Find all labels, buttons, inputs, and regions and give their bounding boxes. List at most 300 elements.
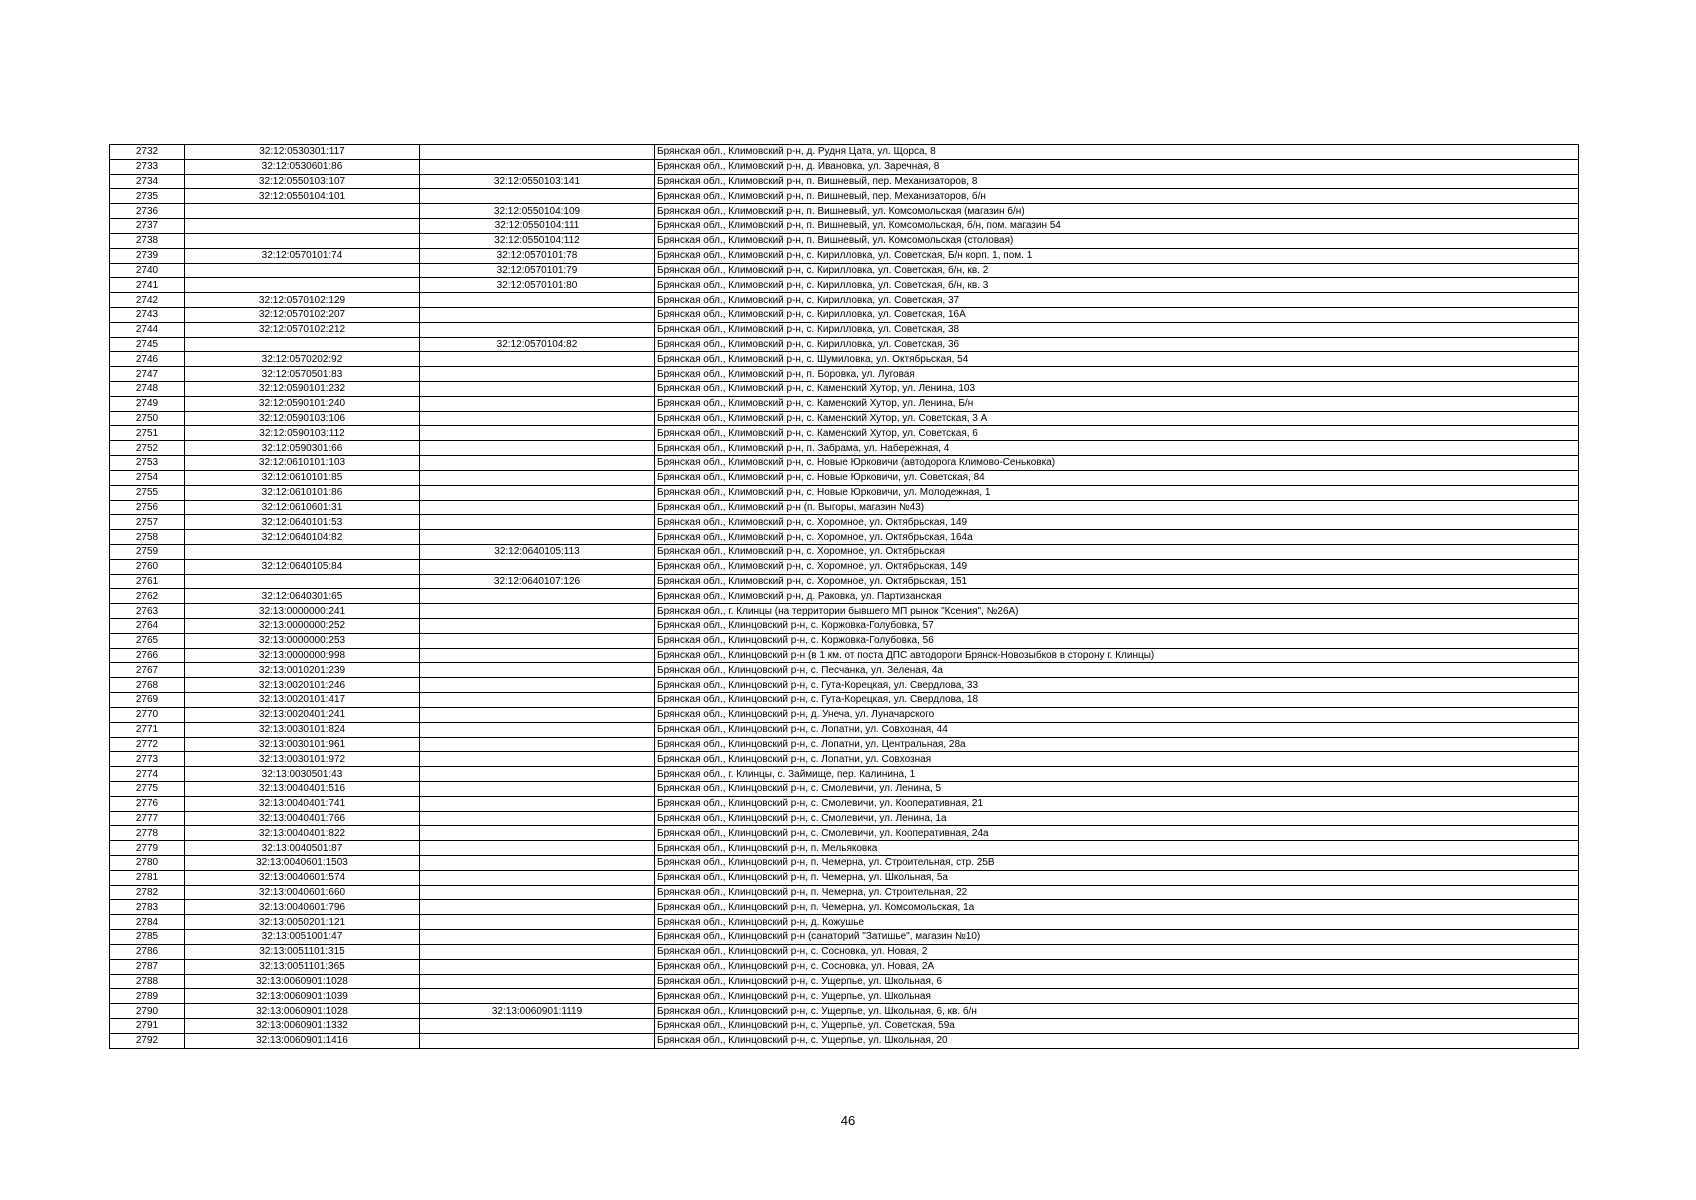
cadastral-number-cell: 32:12:0610101:103 [185, 456, 420, 471]
cadastral-number-cell: 32:12:0570102:129 [185, 293, 420, 308]
premises-cadastral-number-cell [420, 915, 655, 930]
row-number-cell: 2777 [110, 811, 185, 826]
table-row [110, 500, 1579, 515]
premises-cadastral-number-cell [420, 633, 655, 648]
address-cell: Брянская обл., Клинцовский р-н, с. Сосновка, ул. Новая, 2 [655, 944, 1579, 959]
table-row [110, 841, 1579, 856]
address-cell: Брянская обл., Климовский р-н, с. Хоромное, ул. Октябрьская, 149 [655, 559, 1579, 574]
table-row [110, 278, 1579, 293]
cadastral-number-cell: 32:13:0040401:822 [185, 826, 420, 841]
cadastral-number-cell [185, 337, 420, 352]
address-cell: Брянская обл., Клинцовский р-н, с. Смолевичи, ул. Ленина, 5 [655, 781, 1579, 796]
premises-cadastral-number-cell [420, 796, 655, 811]
row-number-cell: 2747 [110, 367, 185, 382]
table-row [110, 515, 1579, 530]
address-cell: Брянская обл., Климовский р-н, с. Шумиловка, ул. Октябрьская, 54 [655, 352, 1579, 367]
cadastral-number-cell: 32:13:0051101:315 [185, 944, 420, 959]
cadastral-number-cell: 32:13:0030101:961 [185, 737, 420, 752]
table-row [110, 752, 1579, 767]
table-row [110, 678, 1579, 693]
premises-cadastral-number-cell [420, 693, 655, 708]
premises-cadastral-number-cell [420, 885, 655, 900]
row-number-cell: 2775 [110, 781, 185, 796]
row-number-cell: 2780 [110, 856, 185, 871]
cadastral-number-cell: 32:12:0590103:106 [185, 411, 420, 426]
premises-cadastral-number-cell: 32:12:0640107:126 [420, 574, 655, 589]
address-cell: Брянская обл., Клинцовский р-н, с. Ущерпье, ул. Школьная, 6 [655, 974, 1579, 989]
page-number: 46 [840, 1113, 856, 1128]
table-row [110, 485, 1579, 500]
address-cell: Брянская обл., Климовский р-н, п. Вишневый, пер. Механизаторов, б/н [655, 189, 1579, 204]
cadastral-number-cell [185, 278, 420, 293]
address-cell: Брянская обл., г. Клинцы (на территории бывшего МП рынок "Ксения", №26А) [655, 604, 1579, 619]
table-row [110, 915, 1579, 930]
table-row [110, 574, 1579, 589]
cadastral-number-cell: 32:13:0040601:660 [185, 885, 420, 900]
address-cell: Брянская обл., Климовский р-н, с. Кирилловка, ул. Советская, 37 [655, 293, 1579, 308]
address-cell: Брянская обл., Клинцовский р-н, п. Чемерна, ул. Школьная, 5а [655, 870, 1579, 885]
registry-table-body [110, 145, 1579, 1049]
cadastral-number-cell [185, 233, 420, 248]
cadastral-number-cell: 32:13:0030101:824 [185, 722, 420, 737]
address-cell: Брянская обл., Климовский р-н, д. Раковка, ул. Партизанская [655, 589, 1579, 604]
address-cell: Брянская обл., Клинцовский р-н, с. Песчанка, ул. Зеленая, 4а [655, 663, 1579, 678]
address-cell: Брянская обл., Клинцовский р-н, с. Ущерпье, ул. Советская, 59а [655, 1018, 1579, 1033]
premises-cadastral-number-cell [420, 974, 655, 989]
premises-cadastral-number-cell [420, 352, 655, 367]
table-row [110, 796, 1579, 811]
cadastral-number-cell: 32:12:0550103:107 [185, 174, 420, 189]
address-cell: Брянская обл., Климовский р-н, п. Боровка, ул. Луговая [655, 367, 1579, 382]
address-cell: Брянская обл., Климовский р-н, с. Кирилловка, ул. Советская, 38 [655, 322, 1579, 337]
premises-cadastral-number-cell [420, 678, 655, 693]
table-row [110, 693, 1579, 708]
address-cell: Брянская обл., Климовский р-н, с. Кирилловка, ул. Советская, б/н, кв. 3 [655, 278, 1579, 293]
row-number-cell: 2767 [110, 663, 185, 678]
table-row [110, 233, 1579, 248]
premises-cadastral-number-cell [420, 604, 655, 619]
row-number-cell: 2759 [110, 544, 185, 559]
premises-cadastral-number-cell [420, 900, 655, 915]
cadastral-number-cell: 32:12:0570101:74 [185, 248, 420, 263]
premises-cadastral-number-cell [420, 145, 655, 160]
cadastral-number-cell: 32:13:0040401:516 [185, 781, 420, 796]
row-number-cell: 2756 [110, 500, 185, 515]
premises-cadastral-number-cell: 32:12:0570101:79 [420, 263, 655, 278]
table-row [110, 944, 1579, 959]
row-number-cell: 2792 [110, 1033, 185, 1048]
address-cell: Брянская обл., Климовский р-н, с. Хоромное, ул. Октябрьская, 151 [655, 574, 1579, 589]
cadastral-number-cell: 32:13:0020101:246 [185, 678, 420, 693]
cadastral-number-cell: 32:13:0060901:1028 [185, 974, 420, 989]
row-number-cell: 2733 [110, 159, 185, 174]
premises-cadastral-number-cell [420, 856, 655, 871]
table-row [110, 826, 1579, 841]
table-row [110, 145, 1579, 160]
cadastral-number-cell: 32:12:0610101:86 [185, 485, 420, 500]
row-number-cell: 2738 [110, 233, 185, 248]
premises-cadastral-number-cell [420, 619, 655, 634]
table-row [110, 396, 1579, 411]
cadastral-number-cell: 32:12:0530301:117 [185, 145, 420, 160]
cadastral-number-cell [185, 574, 420, 589]
cadastral-number-cell [185, 204, 420, 219]
row-number-cell: 2749 [110, 396, 185, 411]
premises-cadastral-number-cell [420, 752, 655, 767]
cadastral-number-cell: 32:12:0640105:84 [185, 559, 420, 574]
cadastral-number-cell: 32:12:0530601:86 [185, 159, 420, 174]
premises-cadastral-number-cell [420, 441, 655, 456]
cadastral-number-cell: 32:13:0040601:796 [185, 900, 420, 915]
row-number-cell: 2774 [110, 767, 185, 782]
address-cell: Брянская обл., Климовский р-н, с. Каменский Хутор, ул. Советская, 6 [655, 426, 1579, 441]
premises-cadastral-number-cell [420, 722, 655, 737]
cadastral-number-cell: 32:12:0610601:31 [185, 500, 420, 515]
table-row [110, 426, 1579, 441]
address-cell: Брянская обл., Климовский р-н, с. Кирилловка, ул. Советская, 16А [655, 307, 1579, 322]
row-number-cell: 2736 [110, 204, 185, 219]
premises-cadastral-number-cell [420, 870, 655, 885]
table-row [110, 707, 1579, 722]
address-cell: Брянская обл., Климовский р-н, д. Ивановка, ул. Заречная, 8 [655, 159, 1579, 174]
premises-cadastral-number-cell [420, 989, 655, 1004]
premises-cadastral-number-cell [420, 737, 655, 752]
premises-cadastral-number-cell: 32:12:0550103:141 [420, 174, 655, 189]
premises-cadastral-number-cell: 32:12:0570101:80 [420, 278, 655, 293]
row-number-cell: 2758 [110, 530, 185, 545]
address-cell: Брянская обл., Клинцовский р-н, с. Смолевичи, ул. Кооперативная, 24а [655, 826, 1579, 841]
premises-cadastral-number-cell [420, 307, 655, 322]
table-row [110, 248, 1579, 263]
cadastral-number-cell: 32:13:0040401:766 [185, 811, 420, 826]
row-number-cell: 2786 [110, 944, 185, 959]
row-number-cell: 2744 [110, 322, 185, 337]
premises-cadastral-number-cell [420, 589, 655, 604]
cadastral-number-cell: 32:12:0590301:66 [185, 441, 420, 456]
address-cell: Брянская обл., Клинцовский р-н, с. Ущерпье, ул. Школьная, 6, кв. б/н [655, 1004, 1579, 1019]
address-cell: Брянская обл., Климовский р-н, п. Вишневый, ул. Комсомольская, б/н, пом. магазин 54 [655, 219, 1579, 234]
address-cell: Брянская обл., Клинцовский р-н, п. Чемерна, ул. Строительная, стр. 25В [655, 856, 1579, 871]
row-number-cell: 2789 [110, 989, 185, 1004]
row-number-cell: 2737 [110, 219, 185, 234]
table-row [110, 900, 1579, 915]
row-number-cell: 2761 [110, 574, 185, 589]
table-row [110, 559, 1579, 574]
address-cell: Брянская обл., Клинцовский р-н, с. Гута-Корецкая, ул. Свердлова, 18 [655, 693, 1579, 708]
premises-cadastral-number-cell [420, 559, 655, 574]
premises-cadastral-number-cell [420, 530, 655, 545]
address-cell: Брянская обл., Клинцовский р-н, с. Лопатни, ул. Совхозная [655, 752, 1579, 767]
cadastral-number-cell [185, 544, 420, 559]
premises-cadastral-number-cell [420, 959, 655, 974]
row-number-cell: 2784 [110, 915, 185, 930]
premises-cadastral-number-cell [420, 1033, 655, 1048]
table-row [110, 930, 1579, 945]
cadastral-number-cell: 32:12:0610101:85 [185, 470, 420, 485]
premises-cadastral-number-cell [420, 515, 655, 530]
row-number-cell: 2787 [110, 959, 185, 974]
address-cell: Брянская обл., Климовский р-н, с. Новые Юрковичи (автодорога Климово-Сеньковка) [655, 456, 1579, 471]
premises-cadastral-number-cell: 32:12:0570101:78 [420, 248, 655, 263]
address-cell: Брянская обл., Клинцовский р-н, с. Ущерпье, ул. Школьная, 20 [655, 1033, 1579, 1048]
table-row [110, 352, 1579, 367]
table-row [110, 767, 1579, 782]
table-row [110, 293, 1579, 308]
address-cell: Брянская обл., Климовский р-н, с. Кирилловка, ул. Советская, 36 [655, 337, 1579, 352]
cadastral-number-cell: 32:13:0030101:972 [185, 752, 420, 767]
row-number-cell: 2773 [110, 752, 185, 767]
cadastral-number-cell: 32:13:0000000:998 [185, 648, 420, 663]
table-row [110, 382, 1579, 397]
cadastral-number-cell: 32:13:0060901:1416 [185, 1033, 420, 1048]
table-row [110, 856, 1579, 871]
registry-table [109, 144, 1579, 1049]
row-number-cell: 2783 [110, 900, 185, 915]
row-number-cell: 2734 [110, 174, 185, 189]
row-number-cell: 2785 [110, 930, 185, 945]
row-number-cell: 2770 [110, 707, 185, 722]
cadastral-number-cell: 32:12:0570102:212 [185, 322, 420, 337]
cadastral-number-cell: 32:12:0570102:207 [185, 307, 420, 322]
address-cell: Брянская обл., Климовский р-н, с. Каменский Хутор, ул. Ленина, 103 [655, 382, 1579, 397]
cadastral-number-cell: 32:13:0020401:241 [185, 707, 420, 722]
table-row [110, 204, 1579, 219]
table-row [110, 441, 1579, 456]
address-cell: Брянская обл., Клинцовский р-н, п. Мельяковка [655, 841, 1579, 856]
table-row [110, 1018, 1579, 1033]
premises-cadastral-number-cell: 32:13:0060901:1119 [420, 1004, 655, 1019]
cadastral-number-cell: 32:12:0640301:65 [185, 589, 420, 604]
row-number-cell: 2760 [110, 559, 185, 574]
table-row [110, 1004, 1579, 1019]
address-cell: Брянская обл., Климовский р-н, с. Хоромное, ул. Октябрьская [655, 544, 1579, 559]
table-row [110, 737, 1579, 752]
address-cell: Брянская обл., Клинцовский р-н, с. Лопатни, ул. Центральная, 28а [655, 737, 1579, 752]
address-cell: Брянская обл., Клинцовский р-н (в 1 км. от поста ДПС автодороги Брянск-Новозыбков в сторону г. Клинцы) [655, 648, 1579, 663]
table-row [110, 781, 1579, 796]
cadastral-number-cell: 32:13:0040601:574 [185, 870, 420, 885]
row-number-cell: 2771 [110, 722, 185, 737]
cadastral-number-cell: 32:13:0040601:1503 [185, 856, 420, 871]
row-number-cell: 2779 [110, 841, 185, 856]
row-number-cell: 2781 [110, 870, 185, 885]
address-cell: Брянская обл., Климовский р-н, с. Каменский Хутор, ул. Советская, 3 А [655, 411, 1579, 426]
premises-cadastral-number-cell [420, 663, 655, 678]
table-row [110, 663, 1579, 678]
row-number-cell: 2752 [110, 441, 185, 456]
row-number-cell: 2746 [110, 352, 185, 367]
table-row [110, 722, 1579, 737]
row-number-cell: 2742 [110, 293, 185, 308]
premises-cadastral-number-cell [420, 1018, 655, 1033]
cadastral-number-cell: 32:13:0010201:239 [185, 663, 420, 678]
cadastral-number-cell: 32:13:0040501:87 [185, 841, 420, 856]
address-cell: Брянская обл., Клинцовский р-н, с. Сосновка, ул. Новая, 2А [655, 959, 1579, 974]
address-cell: Брянская обл., Клинцовский р-н, д. Унеча, ул. Луначарского [655, 707, 1579, 722]
address-cell: Брянская обл., Клинцовский р-н, с. Коржовка-Голубовка, 56 [655, 633, 1579, 648]
premises-cadastral-number-cell [420, 930, 655, 945]
premises-cadastral-number-cell [420, 648, 655, 663]
premises-cadastral-number-cell [420, 944, 655, 959]
table-row [110, 959, 1579, 974]
row-number-cell: 2782 [110, 885, 185, 900]
address-cell: Брянская обл., Клинцовский р-н, с. Смолевичи, ул. Кооперативная, 21 [655, 796, 1579, 811]
cadastral-number-cell: 32:12:0570202:92 [185, 352, 420, 367]
premises-cadastral-number-cell [420, 293, 655, 308]
table-row [110, 367, 1579, 382]
cadastral-number-cell: 32:12:0590103:112 [185, 426, 420, 441]
premises-cadastral-number-cell: 32:12:0570104:82 [420, 337, 655, 352]
table-row [110, 307, 1579, 322]
table-row [110, 633, 1579, 648]
cadastral-number-cell: 32:13:0051101:365 [185, 959, 420, 974]
address-cell: Брянская обл., Климовский р-н, п. Вишневый, пер. Механизаторов, 8 [655, 174, 1579, 189]
premises-cadastral-number-cell [420, 826, 655, 841]
address-cell: Брянская обл., Климовский р-н, п. Вишневый, ул. Комсомольская (столовая) [655, 233, 1579, 248]
row-number-cell: 2765 [110, 633, 185, 648]
address-cell: Брянская обл., Климовский р-н (п. Выгоры, магазин №43) [655, 500, 1579, 515]
premises-cadastral-number-cell [420, 382, 655, 397]
address-cell: Брянская обл., Клинцовский р-н (санаторий "Затишье", магазин №10) [655, 930, 1579, 945]
address-cell: Брянская обл., Клинцовский р-н, п. Чемерна, ул. Комсомольская, 1а [655, 900, 1579, 915]
premises-cadastral-number-cell [420, 426, 655, 441]
row-number-cell: 2772 [110, 737, 185, 752]
premises-cadastral-number-cell [420, 367, 655, 382]
row-number-cell: 2735 [110, 189, 185, 204]
row-number-cell: 2763 [110, 604, 185, 619]
table-row [110, 1033, 1579, 1048]
table-row [110, 411, 1579, 426]
row-number-cell: 2766 [110, 648, 185, 663]
premises-cadastral-number-cell [420, 500, 655, 515]
premises-cadastral-number-cell [420, 811, 655, 826]
cadastral-number-cell: 32:13:0051001:47 [185, 930, 420, 945]
row-number-cell: 2768 [110, 678, 185, 693]
row-number-cell: 2762 [110, 589, 185, 604]
premises-cadastral-number-cell [420, 485, 655, 500]
cadastral-number-cell [185, 263, 420, 278]
table-row [110, 619, 1579, 634]
address-cell: Брянская обл., Климовский р-н, с. Хоромное, ул. Октябрьская, 164а [655, 530, 1579, 545]
address-cell: Брянская обл., Климовский р-н, с. Каменский Хутор, ул. Ленина, Б/н [655, 396, 1579, 411]
row-number-cell: 2741 [110, 278, 185, 293]
premises-cadastral-number-cell: 32:12:0550104:111 [420, 219, 655, 234]
address-cell: Брянская обл., Клинцовский р-н, с. Смолевичи, ул. Ленина, 1а [655, 811, 1579, 826]
cadastral-number-cell: 32:12:0640101:53 [185, 515, 420, 530]
table-row [110, 589, 1579, 604]
address-cell: Брянская обл., Климовский р-н, д. Рудня Цата, ул. Щорса, 8 [655, 145, 1579, 160]
premises-cadastral-number-cell [420, 470, 655, 485]
cadastral-number-cell: 32:13:0030501:43 [185, 767, 420, 782]
cadastral-number-cell: 32:13:0050201:121 [185, 915, 420, 930]
table-row [110, 470, 1579, 485]
table-row [110, 604, 1579, 619]
table-row [110, 989, 1579, 1004]
premises-cadastral-number-cell: 32:12:0550104:109 [420, 204, 655, 219]
premises-cadastral-number-cell [420, 767, 655, 782]
row-number-cell: 2750 [110, 411, 185, 426]
table-row [110, 159, 1579, 174]
premises-cadastral-number-cell: 32:12:0640105:113 [420, 544, 655, 559]
address-cell: Брянская обл., Клинцовский р-н, д. Кожушье [655, 915, 1579, 930]
premises-cadastral-number-cell: 32:12:0550104:112 [420, 233, 655, 248]
row-number-cell: 2769 [110, 693, 185, 708]
table-row [110, 544, 1579, 559]
address-cell: Брянская обл., Климовский р-н, с. Хоромное, ул. Октябрьская, 149 [655, 515, 1579, 530]
address-cell: Брянская обл., Климовский р-н, с. Новые Юрковичи, ул. Молодежная, 1 [655, 485, 1579, 500]
table-row [110, 811, 1579, 826]
address-cell: Брянская обл., Климовский р-н, п. Вишневый, ул. Комсомольская (магазин б/н) [655, 204, 1579, 219]
table-row [110, 189, 1579, 204]
cadastral-number-cell: 32:13:0020101:417 [185, 693, 420, 708]
table-row [110, 530, 1579, 545]
table-row [110, 974, 1579, 989]
row-number-cell: 2778 [110, 826, 185, 841]
cadastral-number-cell: 32:12:0590101:240 [185, 396, 420, 411]
address-cell: Брянская обл., Клинцовский р-н, с. Коржовка-Голубовка, 57 [655, 619, 1579, 634]
address-cell: Брянская обл., Климовский р-н, с. Новые Юрковичи, ул. Советская, 84 [655, 470, 1579, 485]
table-row [110, 885, 1579, 900]
table-row [110, 456, 1579, 471]
address-cell: Брянская обл., Климовский р-н, с. Кирилловка, ул. Советская, б/н, кв. 2 [655, 263, 1579, 278]
row-number-cell: 2790 [110, 1004, 185, 1019]
row-number-cell: 2764 [110, 619, 185, 634]
row-number-cell: 2791 [110, 1018, 185, 1033]
premises-cadastral-number-cell [420, 189, 655, 204]
premises-cadastral-number-cell [420, 411, 655, 426]
cadastral-number-cell: 32:12:0640104:82 [185, 530, 420, 545]
row-number-cell: 2788 [110, 974, 185, 989]
table-row [110, 648, 1579, 663]
premises-cadastral-number-cell [420, 396, 655, 411]
table-row [110, 870, 1579, 885]
table-row [110, 263, 1579, 278]
cadastral-number-cell: 32:13:0060901:1028 [185, 1004, 420, 1019]
cadastral-number-cell: 32:12:0550104:101 [185, 189, 420, 204]
cadastral-number-cell: 32:13:0000000:253 [185, 633, 420, 648]
row-number-cell: 2751 [110, 426, 185, 441]
cadastral-number-cell: 32:12:0590101:232 [185, 382, 420, 397]
address-cell: Брянская обл., Клинцовский р-н, п. Чемерна, ул. Строительная, 22 [655, 885, 1579, 900]
cadastral-number-cell: 32:13:0000000:252 [185, 619, 420, 634]
cadastral-number-cell: 32:13:0000000:241 [185, 604, 420, 619]
row-number-cell: 2740 [110, 263, 185, 278]
premises-cadastral-number-cell [420, 707, 655, 722]
premises-cadastral-number-cell [420, 781, 655, 796]
row-number-cell: 2732 [110, 145, 185, 160]
row-number-cell: 2755 [110, 485, 185, 500]
row-number-cell: 2754 [110, 470, 185, 485]
address-cell: Брянская обл., Клинцовский р-н, с. Гута-Корецкая, ул. Свердлова, 33 [655, 678, 1579, 693]
premises-cadastral-number-cell [420, 322, 655, 337]
address-cell: Брянская обл., Климовский р-н, с. Кирилловка, ул. Советская, Б/н корп. 1, пом. 1 [655, 248, 1579, 263]
row-number-cell: 2757 [110, 515, 185, 530]
premises-cadastral-number-cell [420, 159, 655, 174]
row-number-cell: 2748 [110, 382, 185, 397]
address-cell: Брянская обл., г. Клинцы, с. Займище, пер. Калинина, 1 [655, 767, 1579, 782]
address-cell: Брянская обл., Климовский р-н, п. Забрама, ул. Набережная, 4 [655, 441, 1579, 456]
row-number-cell: 2743 [110, 307, 185, 322]
table-row [110, 337, 1579, 352]
cadastral-number-cell: 32:13:0060901:1332 [185, 1018, 420, 1033]
cadastral-number-cell: 32:13:0040401:741 [185, 796, 420, 811]
table-row [110, 322, 1579, 337]
premises-cadastral-number-cell [420, 456, 655, 471]
address-cell: Брянская обл., Клинцовский р-н, с. Лопатни, ул. Совхозная, 44 [655, 722, 1579, 737]
row-number-cell: 2745 [110, 337, 185, 352]
cadastral-number-cell: 32:13:0060901:1039 [185, 989, 420, 1004]
table-row [110, 219, 1579, 234]
